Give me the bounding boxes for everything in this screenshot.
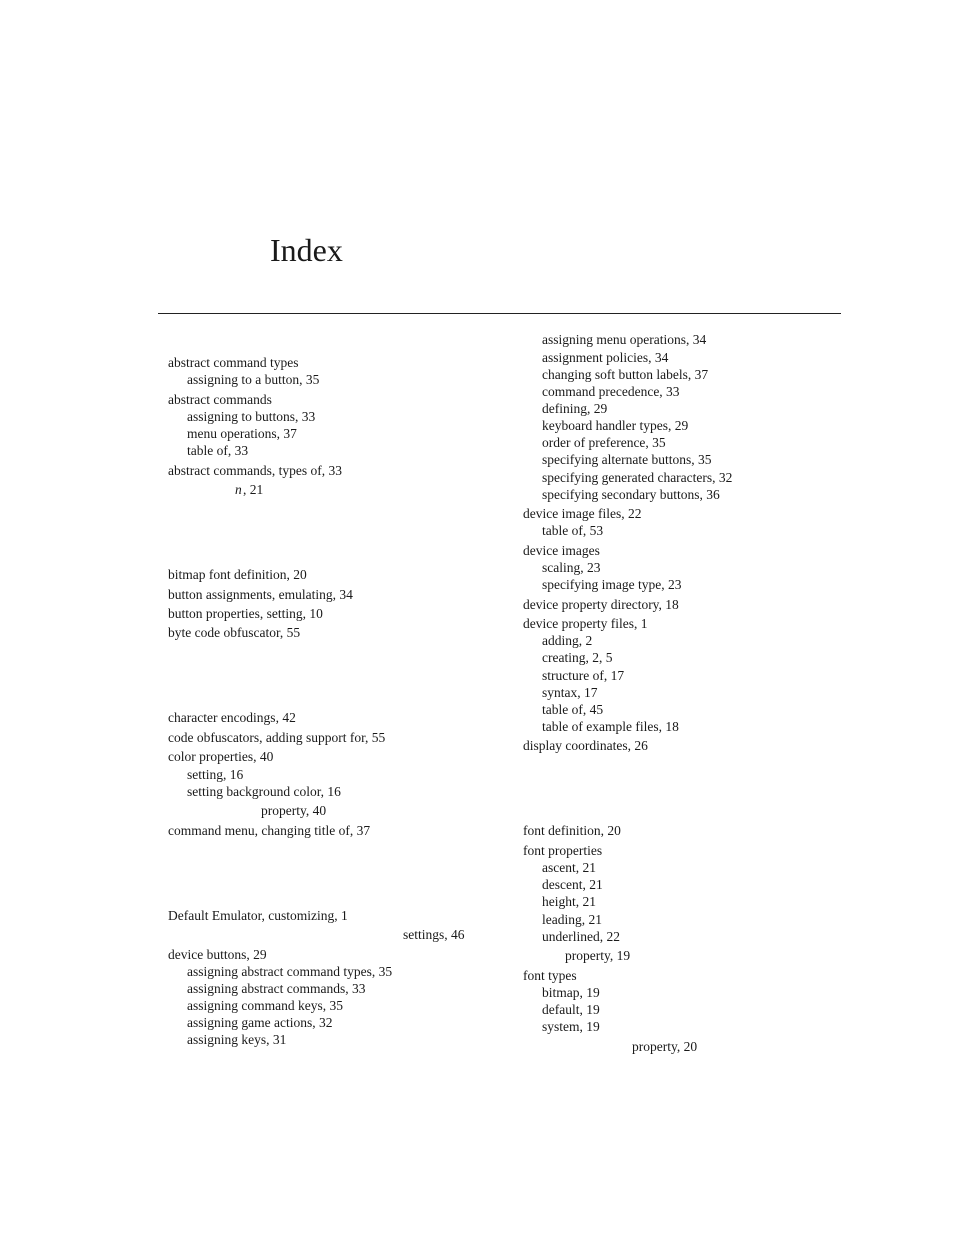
index-entry: byte code obfuscator, 55 bbox=[168, 625, 301, 640]
index-entry: descent, 21 bbox=[542, 877, 603, 892]
index-entry: structure of, 17 bbox=[542, 668, 625, 683]
index-entry: code obfuscators, adding support for, 55 bbox=[168, 730, 386, 745]
index-entry: property, 20 bbox=[632, 1039, 698, 1054]
index-entry: property, 40 bbox=[261, 803, 327, 818]
index-entry: system, 19 bbox=[542, 1019, 600, 1034]
index-entry: device images bbox=[523, 543, 600, 558]
index-entry: assigning menu operations, 34 bbox=[542, 332, 707, 347]
index-entry: Default Emulator, customizing, 1 bbox=[168, 908, 348, 923]
index-entry: bitmap font definition, 20 bbox=[168, 567, 307, 582]
index-entry: property, 19 bbox=[565, 948, 631, 963]
index-entry: creating, 2, 5 bbox=[542, 650, 613, 665]
index-entry: specifying secondary buttons, 36 bbox=[542, 487, 720, 502]
index-entry: abstract commands bbox=[168, 392, 272, 407]
index-entry: assigning abstract command types, 35 bbox=[187, 964, 393, 979]
index-entry: default, 19 bbox=[542, 1002, 600, 1017]
index-entry: leading, 21 bbox=[542, 912, 602, 927]
index-entry: changing soft button labels, 37 bbox=[542, 367, 709, 382]
index-entry: font properties bbox=[523, 843, 603, 858]
index-entry: , 21 bbox=[243, 482, 264, 497]
index-entry: underlined, 22 bbox=[542, 929, 620, 944]
index-entry: abstract command types bbox=[168, 355, 299, 370]
index-entry: menu operations, 37 bbox=[187, 426, 297, 441]
index-entry: assigning command keys, 35 bbox=[187, 998, 343, 1013]
index-entry: settings, 46 bbox=[403, 927, 465, 942]
index-entry: color properties, 40 bbox=[168, 749, 274, 764]
index-entry: height, 21 bbox=[542, 894, 596, 909]
index-entry: assigning to a button, 35 bbox=[187, 372, 320, 387]
index-entry: button assignments, emulating, 34 bbox=[168, 587, 353, 602]
index-entry: assigning game actions, 32 bbox=[187, 1015, 333, 1030]
index-entry: device image files, 22 bbox=[523, 506, 642, 521]
index-entry: font types bbox=[523, 968, 577, 983]
index-entry: setting background color, 16 bbox=[187, 784, 341, 799]
index-entry: setting, 16 bbox=[187, 767, 244, 782]
index-entry: table of example files, 18 bbox=[542, 719, 679, 734]
page-title: Index bbox=[270, 232, 343, 268]
index-entry: scaling, 23 bbox=[542, 560, 601, 575]
index-entry: assigning keys, 31 bbox=[187, 1032, 287, 1047]
index-entry: specifying alternate buttons, 35 bbox=[542, 452, 712, 467]
header-rule bbox=[158, 313, 841, 314]
index-entry: table of, 45 bbox=[542, 702, 604, 717]
index-entry: command precedence, 33 bbox=[542, 384, 680, 399]
index-entry: abstract commands, types of, 33 bbox=[168, 463, 342, 478]
index-entry: command menu, changing title of, 37 bbox=[168, 823, 371, 838]
index-entry: assignment policies, 34 bbox=[542, 350, 669, 365]
index-entry: table of, 53 bbox=[542, 523, 604, 538]
index-entry: specifying generated characters, 32 bbox=[542, 470, 733, 485]
index-entry: assigning abstract commands, 33 bbox=[187, 981, 366, 996]
index-entry: font definition, 20 bbox=[523, 823, 621, 838]
index-entry: button properties, setting, 10 bbox=[168, 606, 323, 621]
index-entry: character encodings, 42 bbox=[168, 710, 296, 725]
index-entry: device property files, 1 bbox=[523, 616, 648, 631]
index-entry: syntax, 17 bbox=[542, 685, 598, 700]
index-entry: table of, 33 bbox=[187, 443, 249, 458]
index-entry: ascent, 21 bbox=[542, 860, 596, 875]
index-entry: specifying image type, 23 bbox=[542, 577, 682, 592]
index-entry: device property directory, 18 bbox=[523, 597, 679, 612]
index-entry: assigning to buttons, 33 bbox=[187, 409, 316, 424]
index-entry: display coordinates, 26 bbox=[523, 738, 648, 753]
index-entry: n bbox=[235, 482, 242, 497]
index-entry: order of preference, 35 bbox=[542, 435, 666, 450]
index-entry: keyboard handler types, 29 bbox=[542, 418, 689, 433]
index-entry: bitmap, 19 bbox=[542, 985, 600, 1000]
index-entry: device buttons, 29 bbox=[168, 947, 267, 962]
index-entry: defining, 29 bbox=[542, 401, 608, 416]
index-entry: adding, 2 bbox=[542, 633, 593, 648]
